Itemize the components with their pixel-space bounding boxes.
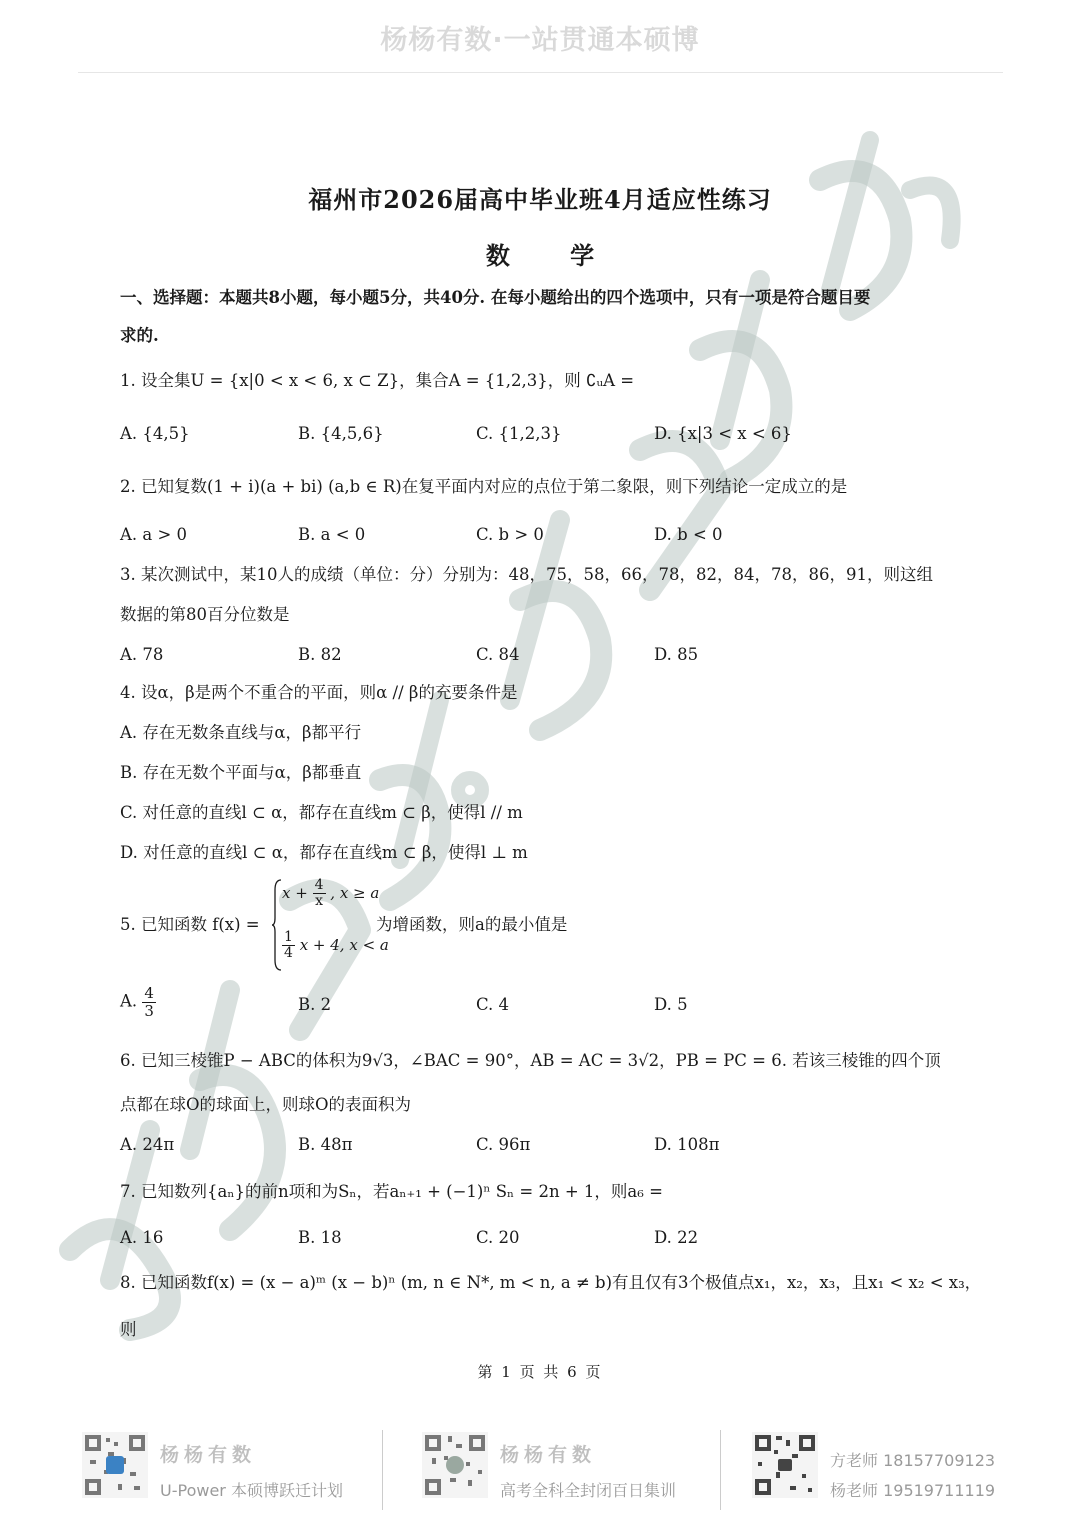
footer-brand-2: 杨杨有数 [500,1444,597,1466]
piece-2 [282,930,389,962]
qr-code-icon [422,1432,488,1498]
question-5-option-b: B. 2 [298,995,332,1014]
question-5-stem-prefix: 5. 已知函数 f(x) = [120,915,260,934]
question-4-stem: 4. 设α，β是两个不重合的平面，则α // β的充要条件是 [120,683,518,702]
footer-block-1 [82,1432,372,1512]
footer-block-2 [422,1432,712,1512]
question-1-option-b: B. {4,5,6} [298,424,384,443]
footer-contact-1: 方老师 18157709123 [830,1451,996,1470]
question-1-option-d: D. {x|3 < x < 6} [654,424,792,443]
option-a-label: A. [120,991,138,1011]
question-5-option-c: C. 4 [476,995,510,1014]
question-6-stem-cont: 点都在球O的球面上，则球O的表面积为 [120,1095,412,1114]
footer-divider-1 [382,1430,383,1510]
question-7-option-d: D. 22 [654,1228,699,1247]
option-a-num: 4 [144,984,154,1002]
question-1-option-a: A. {4,5} [120,424,190,443]
question-7-option-b: B. 18 [298,1228,342,1247]
piece-2-condition: x + 4, x < a [299,935,389,954]
question-2-option-d: D. b < 0 [654,525,723,544]
question-3-stem: 3. 某次测试中，某10人的成绩（单位：分）分别为：48，75，58，66，78，82，84，78，86，91，则这组 [120,565,933,584]
question-6-option-d: D. 108π [654,1135,720,1154]
question-2-option-a: A. a > 0 [120,525,188,544]
piece-1-lead: x + [282,883,308,902]
question-5-piecewise [272,878,392,972]
question-6-stem: 6. 已知三棱锥P − ABC的体积为9√3，∠BAC = 90°，AB = AC = 3√2，PB = PC = 6. 若该三棱锥的四个顶 [120,1051,941,1070]
question-2-stem: 2. 已知复数(1 + i)(a + bi) (a,b ∈ R)在复平面内对应的点位于第二象限，则下列结论一定成立的是 [120,477,848,496]
footer-sub-2: 高考全科全封闭百日集训 [500,1481,677,1500]
footer-brand-1: 杨杨有数 [160,1444,257,1466]
question-3-option-b: B. 82 [298,645,342,664]
question-7-stem: 7. 已知数列{aₙ}的前n项和为Sₙ，若aₙ₊₁ + (−1)ⁿ Sₙ = 2n + 1，则a₆ = [120,1182,663,1201]
piece-2-fraction [282,930,295,962]
question-5-option-a [120,985,156,1019]
question-4-option-d: D. 对任意的直线l ⊂ α，都存在直线m ⊂ β，使得l ⊥ m [120,843,528,862]
footer-block-3 [752,1432,1012,1512]
qr-code-icon [82,1432,148,1498]
question-4-option-a: A. 存在无数条直线与α，β都平行 [120,723,362,742]
header-banner: 杨杨有数·一站贯通本硕博 [380,25,700,56]
section-heading-cont: 求的. [120,326,159,345]
piece-2-den: 4 [284,945,293,962]
piece-1-den: x [315,893,323,910]
option-a-den: 3 [144,1001,154,1020]
question-8-stem-cont: 则 [120,1320,137,1339]
question-7-option-a: A. 16 [120,1228,164,1247]
question-6-option-c: C. 96π [476,1135,531,1154]
piece-1-fraction [313,878,326,910]
question-3-option-d: D. 85 [654,645,699,664]
page-number: 第 1 页 共 6 页 [477,1363,603,1381]
question-6-option-a: A. 24π [120,1135,175,1154]
option-a-fraction [142,985,156,1019]
piece-1-condition: , x ≥ a [330,883,380,902]
section-heading: 一、选择题：本题共8小题，每小题5分，共40分. 在每小题给出的四个选项中，只有一项是符合题目要 [120,288,871,307]
document-title: 福州市2026届高中毕业班4月适应性练习 [308,185,772,214]
piece-2-num: 1 [284,929,293,945]
question-5-stem-suffix: 为增函数，则a的最小值是 [376,915,568,934]
question-3-option-a: A. 78 [120,645,164,664]
piece-1-num: 4 [314,877,324,893]
question-2-option-b: B. a < 0 [298,525,366,544]
question-5-option-d: D. 5 [654,995,688,1014]
question-3-option-c: C. 84 [476,645,520,664]
footer-divider-2 [720,1430,721,1510]
footer-contact-2: 杨老师 19519711119 [830,1481,996,1500]
question-8-stem: 8. 已知函数f(x) = (x − a)ᵐ (x − b)ⁿ (m, n ∈ N*, m < n, a ≠ b)有且仅有3个极值点x₁，x₂，x₃，且x₁ < x₂ < x₃， [120,1273,982,1292]
question-6-option-b: B. 48π [298,1135,353,1154]
brace-icon [272,878,282,972]
question-4-option-c: C. 对任意的直线l ⊂ α，都存在直线m ⊂ β，使得l // m [120,803,523,822]
piece-1 [282,878,379,910]
qr-code-icon [752,1432,818,1498]
question-1-option-c: C. {1,2,3} [476,424,562,443]
header-divider [78,72,1003,73]
document-subject: 数 学 [485,241,621,270]
footer-sub-1: U-Power 本硕博跃迁计划 [160,1481,343,1500]
question-2-option-c: C. b > 0 [476,525,544,544]
question-4-option-b: B. 存在无数个平面与α，β都垂直 [120,763,362,782]
question-1-stem: 1. 设全集U = {x|0 < x < 6, x ⊂ Z}，集合A = {1,2,3}，则 ∁ᵤA = [120,371,635,390]
question-3-stem-cont: 数据的第80百分位数是 [120,605,290,624]
question-7-option-c: C. 20 [476,1228,520,1247]
